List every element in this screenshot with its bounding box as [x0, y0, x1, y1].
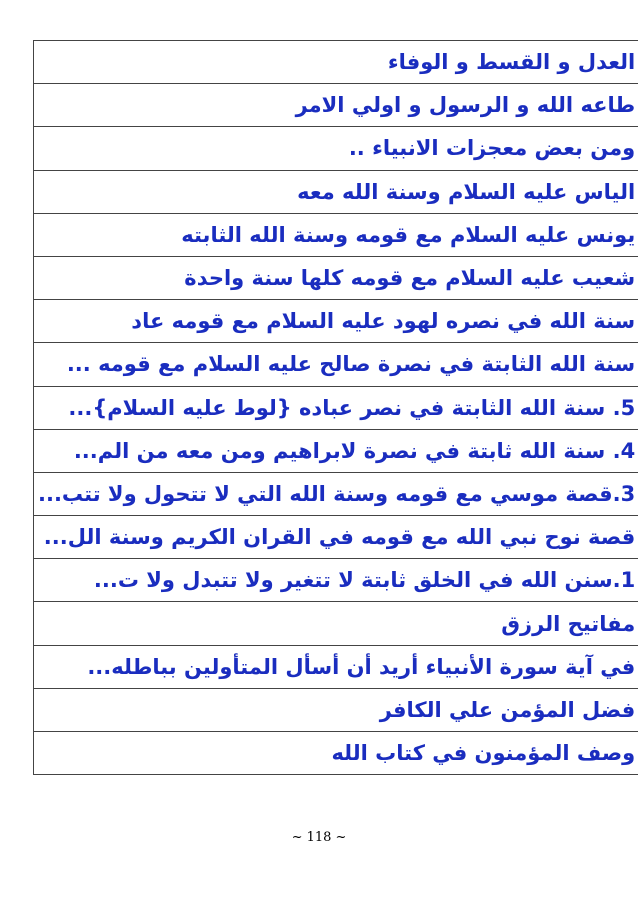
toc-cell [34, 732, 638, 775]
toc-entry-text: مفاتيح الرزق [501, 611, 636, 636]
toc-entry-text: الياس عليه السلام وسنة الله معه [297, 179, 636, 204]
toc-entry-text: سنة الله الثابتة في نصرة صالح عليه السلام مع قومه ... [66, 352, 636, 377]
toc-cell [34, 645, 638, 688]
toc-cell [34, 559, 638, 602]
toc-cell [34, 516, 638, 559]
toc-entry-text: يونس عليه السلام مع قومه وسنة الله الثابته [181, 222, 636, 247]
toc-cell [34, 688, 638, 731]
toc-entry-text: وصف المؤمنون في كتاب الله [331, 741, 636, 766]
table-row [34, 516, 638, 559]
table-row [34, 602, 638, 645]
toc-entry-text: 3.قصة موسي مع قومه وسنة الله التي لا تتحول ولا تتب... [38, 481, 636, 506]
toc-cell [34, 213, 638, 256]
table-row [34, 41, 638, 84]
toc-cell [34, 41, 638, 84]
toc-cell [34, 472, 638, 515]
toc-cell [34, 343, 638, 386]
toc-entry-text: سنة الله في نصره لهود عليه السلام مع قومه عاد [131, 309, 636, 334]
toc-entry-text: فضل المؤمن علي الكافر [379, 697, 636, 722]
table-row [34, 256, 638, 299]
table-row [34, 84, 638, 127]
table-row [34, 386, 638, 429]
toc-cell [34, 386, 638, 429]
table-row [34, 645, 638, 688]
toc-cell [34, 300, 638, 343]
table-row [34, 688, 638, 731]
toc-entry-text: 1.سنن الله في الخلق ثابتة لا تتغير ولا تتبدل ولا ت... [93, 568, 636, 593]
toc-cell [34, 170, 638, 213]
toc-table [33, 40, 638, 775]
toc-cell [34, 84, 638, 127]
toc-entry-text: 4. سنة الله ثابتة في نصرة لابراهيم ومن معه من الم... [73, 438, 636, 463]
toc-entry-text: العدل و القسط و الوفاء [387, 50, 636, 75]
table-row [34, 472, 638, 515]
toc-cell [34, 429, 638, 472]
toc-entry-text: شعيب عليه السلام مع قومه كلها سنة واحدة [184, 266, 636, 291]
page-number: ~ 118 ~ [291, 830, 347, 845]
table-row [34, 300, 638, 343]
toc-entry-text: طاعه الله و الرسول و اولي الامر [295, 93, 636, 118]
table-row [34, 343, 638, 386]
toc-cell [34, 256, 638, 299]
table-row [34, 429, 638, 472]
table-row [34, 732, 638, 775]
toc-cell [34, 127, 638, 170]
toc-entry-text: قصة نوح نبي الله مع قومه في القران الكريم وسنة الل... [43, 525, 636, 550]
table-row [34, 170, 638, 213]
toc-entry-text: ومن بعض معجزات الانبياء .. [348, 136, 636, 161]
toc-entry-text: 5. سنة الله الثابتة في نصر عباده {لوط عليه السلام}... [68, 395, 636, 420]
table-row [34, 559, 638, 602]
table-row [34, 213, 638, 256]
table-row [34, 127, 638, 170]
toc-entry-text: في آية سورة الأنبياء أريد أن أسأل المتأولين بباطله... [87, 654, 636, 679]
toc-body [34, 41, 638, 775]
toc-cell [34, 602, 638, 645]
